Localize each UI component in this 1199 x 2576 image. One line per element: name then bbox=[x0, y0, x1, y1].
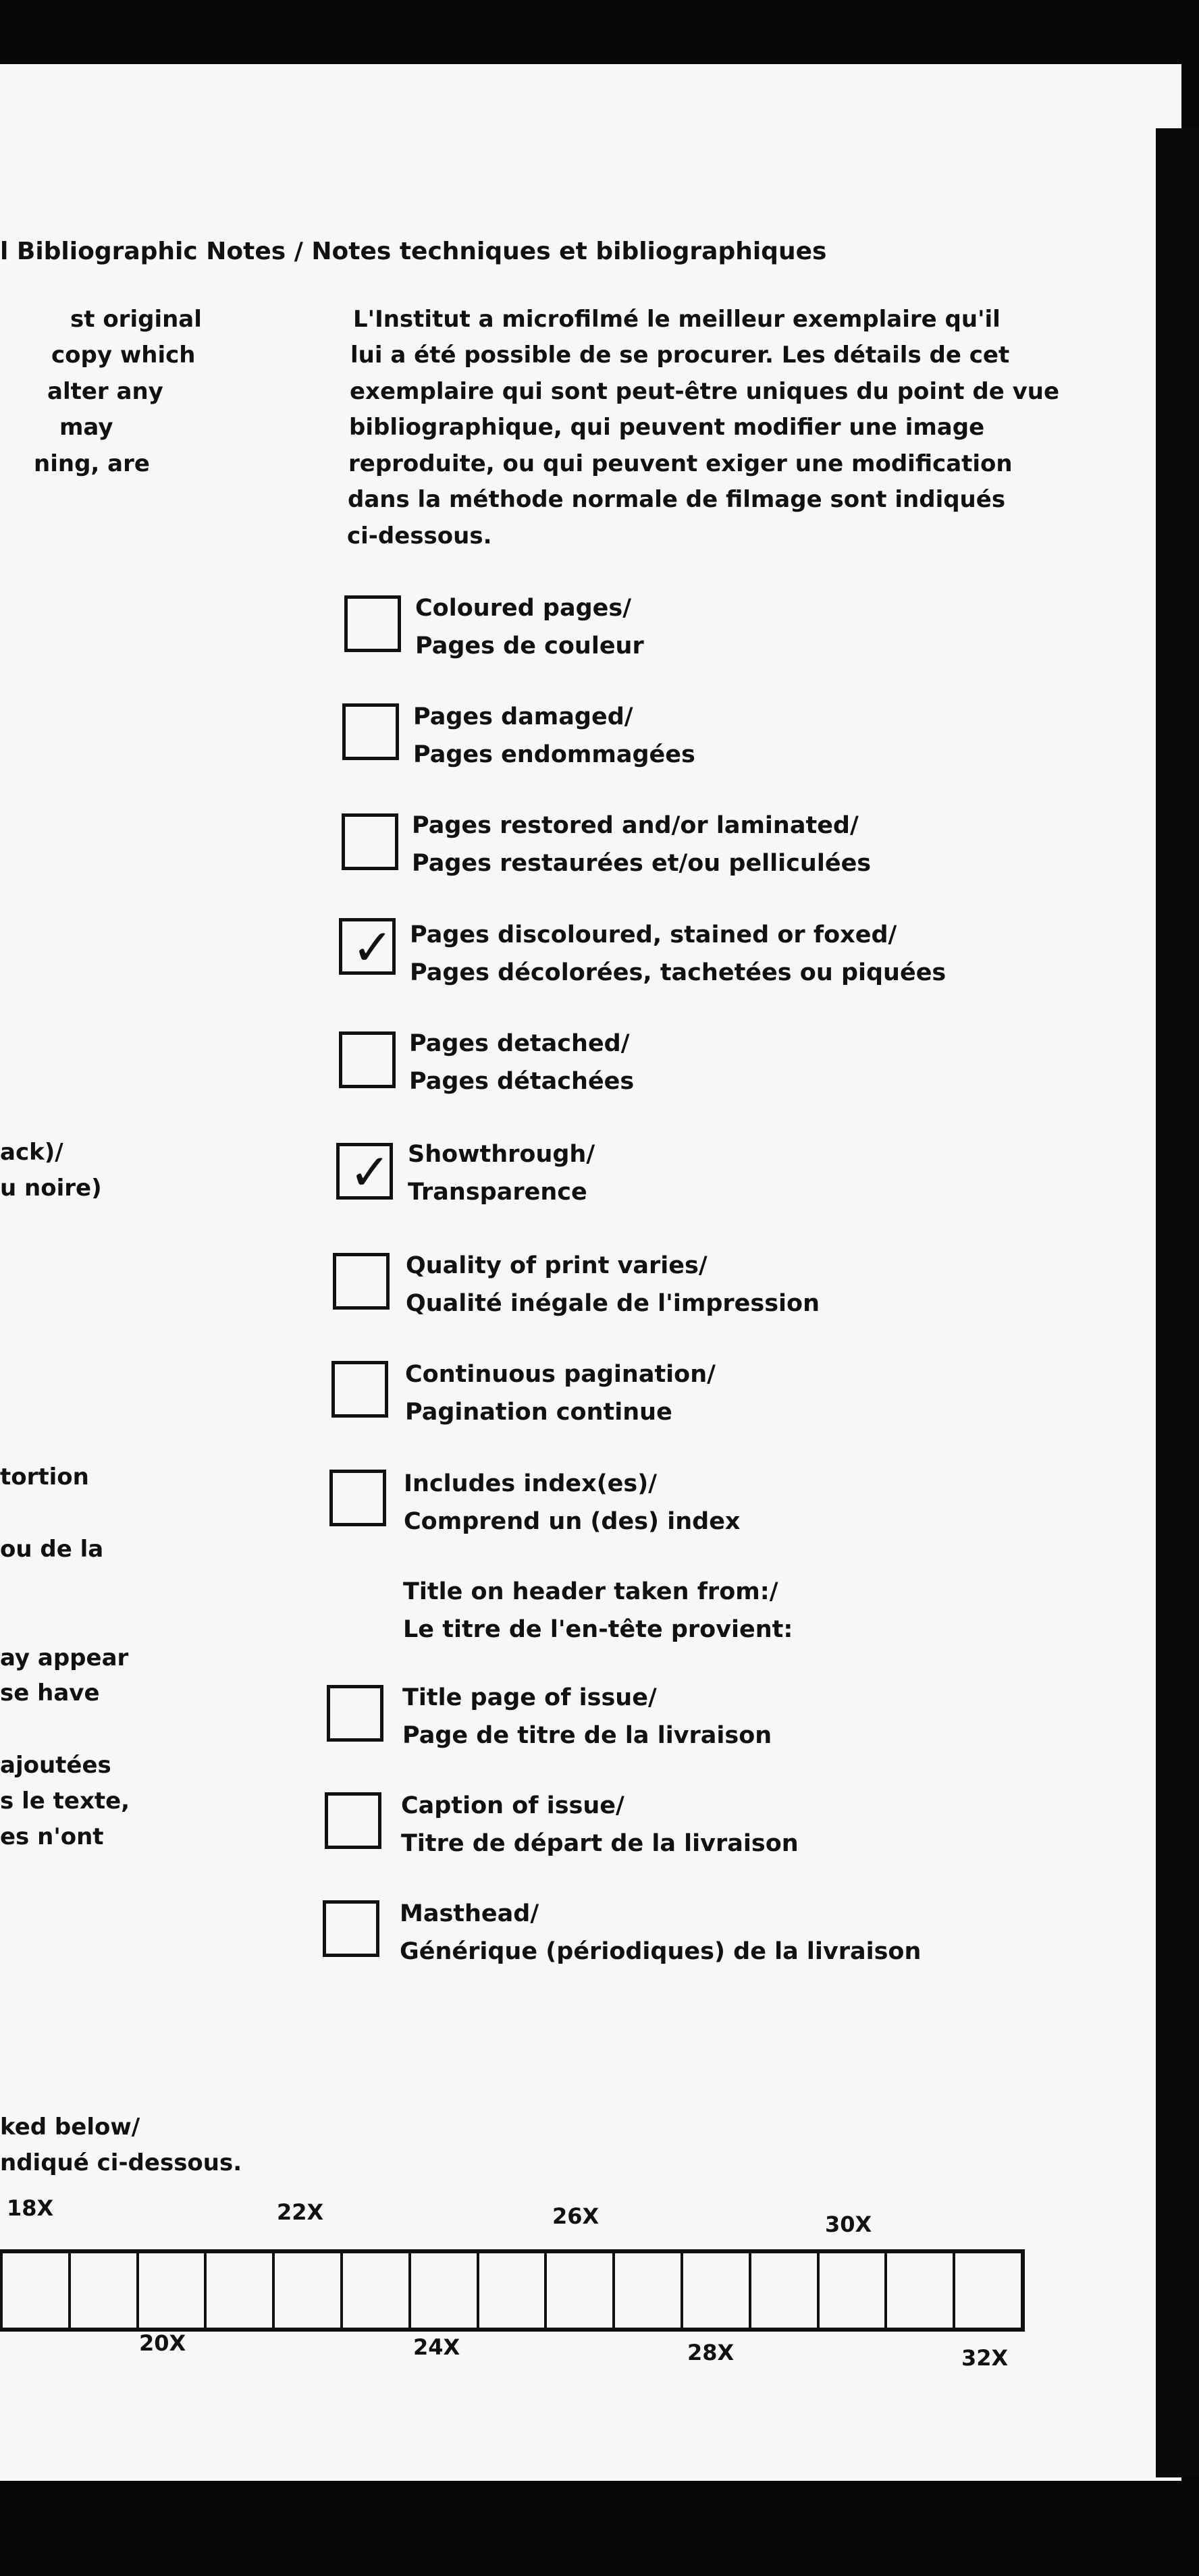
grid-cell bbox=[68, 2253, 136, 2328]
grid-cell bbox=[817, 2253, 885, 2328]
left-fragment: ndiqué ci-dessous. bbox=[0, 2149, 242, 2176]
option-fr: Comprend un (des) index bbox=[404, 1508, 741, 1535]
left-fragment: ou de la bbox=[0, 1536, 104, 1563]
intro-line: dans la méthode normale de filmage sont indiqués bbox=[348, 486, 1006, 513]
grid-cell bbox=[477, 2253, 545, 2328]
left-fragment: ay appear bbox=[0, 1644, 129, 1671]
checkbox-caption[interactable] bbox=[325, 1792, 381, 1849]
checkbox-pages-damaged[interactable] bbox=[342, 703, 399, 760]
checkbox-masthead[interactable] bbox=[323, 1900, 379, 1957]
intro-line: exemplaire qui sont peut-être uniques du point de vue bbox=[350, 378, 1060, 405]
option-fr: Titre de départ de la livraison bbox=[401, 1830, 799, 1857]
intro-line: bibliographique, qui peuvent modifier une image bbox=[349, 414, 985, 441]
option-fr: Transparence bbox=[408, 1179, 587, 1206]
intro-line: reproduite, ou qui peuvent exiger une modification bbox=[348, 450, 1013, 477]
intro-line: ci-dessous. bbox=[347, 522, 492, 549]
option-fr: Pagination continue bbox=[405, 1399, 672, 1426]
option-en: Showthrough/ bbox=[408, 1141, 595, 1168]
option-fr: Générique (périodiques) de la livraison bbox=[400, 1938, 922, 1965]
grid-cell bbox=[272, 2253, 340, 2328]
reduction-label: 20X bbox=[139, 2330, 186, 2356]
option-en: Pages damaged/ bbox=[413, 703, 633, 730]
checkmark-icon: ✓ bbox=[349, 1144, 392, 1202]
grid-cell bbox=[136, 2253, 205, 2328]
left-fragment: es n'ont bbox=[0, 1823, 104, 1850]
checkbox-showthrough[interactable] bbox=[336, 1143, 393, 1200]
checkbox-pages-restored[interactable] bbox=[342, 813, 398, 870]
left-fragment: s le texte, bbox=[0, 1788, 130, 1815]
option-en: Masthead/ bbox=[400, 1900, 539, 1927]
left-fragment: u noire) bbox=[0, 1175, 102, 1202]
grid-cell bbox=[0, 2253, 68, 2328]
checkmark-icon: ✓ bbox=[352, 919, 394, 977]
reduction-label: 32X bbox=[961, 2345, 1009, 2371]
reduction-label: 18X bbox=[7, 2195, 54, 2221]
option-en: Pages restored and/or laminated/ bbox=[412, 812, 859, 839]
option-en: Pages discoloured, stained or foxed/ bbox=[410, 921, 897, 948]
checkbox-continuous-pagination[interactable] bbox=[331, 1361, 388, 1418]
checkbox-pages-detached[interactable] bbox=[339, 1031, 396, 1088]
option-fr: Qualité inégale de l'impression bbox=[406, 1290, 820, 1317]
reduction-label: 30X bbox=[825, 2211, 872, 2237]
grid-cell bbox=[749, 2253, 817, 2328]
checkbox-pages-discoloured[interactable] bbox=[339, 918, 396, 975]
grid-cell bbox=[544, 2253, 612, 2328]
grid-cell bbox=[408, 2253, 477, 2328]
reduction-label: 22X bbox=[277, 2199, 324, 2225]
checkbox-coloured-pages[interactable] bbox=[344, 595, 401, 652]
option-fr: Pages détachées bbox=[409, 1068, 635, 1095]
grid-cell bbox=[612, 2253, 681, 2328]
checkbox-title-page[interactable] bbox=[327, 1685, 383, 1742]
reduction-label: 24X bbox=[413, 2334, 460, 2360]
intro-line: lui a été possible de se procurer. Les détails de cet bbox=[350, 342, 1010, 369]
header-source-fr: Le titre de l'en-tête provient: bbox=[403, 1616, 793, 1643]
left-fragment: st original bbox=[70, 306, 202, 333]
reduction-grid bbox=[0, 2249, 1025, 2332]
option-fr: Pages de couleur bbox=[415, 633, 644, 660]
option-fr: Page de titre de la livraison bbox=[402, 1722, 772, 1749]
grid-cell bbox=[884, 2253, 953, 2328]
checkbox-print-quality[interactable] bbox=[333, 1253, 390, 1310]
option-en: Continuous pagination/ bbox=[405, 1361, 716, 1388]
left-fragment: ning, are bbox=[34, 450, 150, 477]
grid-cell bbox=[204, 2253, 272, 2328]
option-en: Pages detached/ bbox=[409, 1030, 630, 1057]
option-fr: Pages décolorées, tachetées ou piquées bbox=[410, 959, 947, 986]
left-fragment: ked below/ bbox=[0, 2114, 140, 2141]
reduction-label: 26X bbox=[552, 2203, 600, 2229]
left-fragment: ack)/ bbox=[0, 1139, 63, 1166]
option-fr: Pages restaurées et/ou pelliculées bbox=[412, 850, 872, 877]
left-fragment: copy which bbox=[51, 342, 196, 369]
grid-cell bbox=[953, 2253, 1021, 2328]
option-fr: Pages endommagées bbox=[413, 741, 695, 768]
checkbox-includes-index[interactable] bbox=[329, 1470, 386, 1526]
option-en: Coloured pages/ bbox=[415, 595, 632, 622]
left-fragment: ajoutées bbox=[0, 1752, 111, 1779]
option-en: Includes index(es)/ bbox=[404, 1470, 658, 1497]
grid-cell bbox=[681, 2253, 749, 2328]
header-source-en: Title on header taken from:/ bbox=[403, 1578, 778, 1605]
right-edge-shadow bbox=[1156, 128, 1199, 2477]
left-fragment: may bbox=[59, 414, 113, 441]
page-title: l Bibliographic Notes / Notes techniques et bibliographiques bbox=[0, 238, 827, 265]
left-fragment: se have bbox=[0, 1680, 100, 1707]
option-en: Quality of print varies/ bbox=[406, 1252, 708, 1279]
option-en: Caption of issue/ bbox=[401, 1792, 624, 1819]
left-fragment: alter any bbox=[47, 378, 163, 405]
option-en: Title page of issue/ bbox=[402, 1684, 657, 1711]
left-fragment: tortion bbox=[0, 1464, 89, 1491]
reduction-label: 28X bbox=[687, 2340, 735, 2365]
intro-line: L'Institut a microfilmé le meilleur exemplaire qu'il bbox=[353, 306, 1001, 333]
grid-cell bbox=[340, 2253, 408, 2328]
